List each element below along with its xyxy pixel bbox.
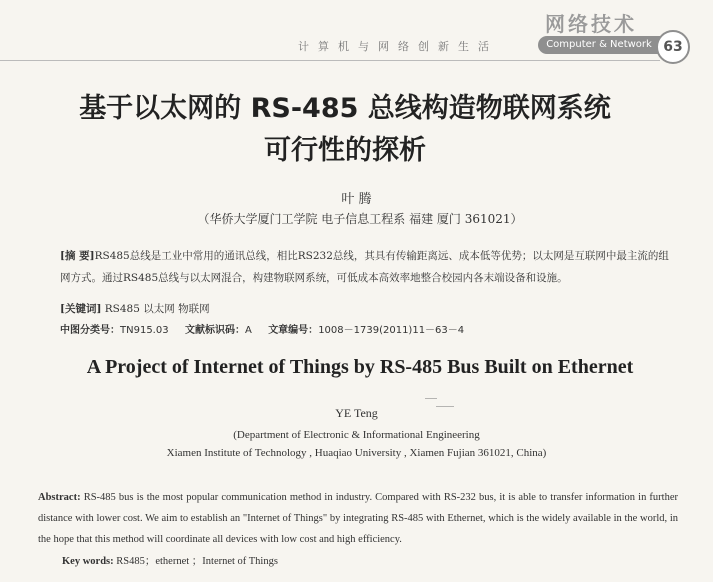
english-keywords bbox=[62, 553, 278, 568]
title-line-2: 可行性的探析 bbox=[264, 135, 426, 166]
section-tag: Computer & Network bbox=[538, 36, 660, 54]
english-abstract-label: Abstract: bbox=[38, 492, 81, 503]
english-affiliation-2: Xiamen Institute of Technology , Huaqiao University , Xiamen Fujian 361021, China) bbox=[166, 447, 547, 459]
abstract-zh-text: RS485总线是工业中常用的通讯总线，相比RS232总线，其具有传输距离远、成本低等优势；以太网是互联网中最主流的组网方式。通过RS485总线与以太网混合，构建物联网系统，可低成本高效率地整合校园内各末端设备和设施。 bbox=[60, 250, 669, 284]
english-keywords-label: Key words: bbox=[62, 556, 114, 567]
english-title: A Project of Internet of Things by RS-485 Bus Built on Ethernet bbox=[86, 356, 634, 378]
magazine-name: 计算机与网络创新生活 bbox=[298, 40, 498, 53]
scan-mark bbox=[425, 398, 437, 399]
keywords-zh-label: [关键词] bbox=[60, 303, 102, 315]
title-line-1: 基于以太网的 RS-485 总线构造物联网系统 bbox=[79, 93, 611, 124]
english-affiliation-1: (Department of Electronic & Informational Engineering bbox=[233, 429, 480, 441]
article-no-value: 1008－1739(2011)11－63－4 bbox=[318, 325, 465, 336]
author: 叶 腾 bbox=[341, 192, 372, 207]
header-rule bbox=[0, 60, 660, 61]
affiliation: （华侨大学厦门工学院 电子信息工程系 福建 厦门 361021） bbox=[197, 212, 523, 226]
english-abstract bbox=[38, 487, 678, 550]
english-keywords-text: RS485；ethernet ；Internet of Things bbox=[116, 556, 278, 567]
doc-code-value: A bbox=[244, 325, 252, 336]
page-number: 63 bbox=[656, 30, 690, 64]
doc-code-label: 文献标识码： bbox=[184, 325, 245, 336]
clc-label: 中图分类号： bbox=[60, 325, 120, 336]
section-title: 网络技术 bbox=[545, 12, 637, 36]
english-abstract-text: RS-485 bus is the most popular communication method in industry. Compared with RS-232 bus, it is able to transfer information in further distance with lower cost. We aim to establish an "Internet of Things" by integrating RS-485 with Ethernet, which is the widely available in the world, in the hope that this method will coordinate all devices with low cost and high efficiency. bbox=[38, 492, 679, 545]
keywords-zh-text: RS485 以太网 物联网 bbox=[104, 303, 210, 315]
article-title bbox=[20, 88, 670, 172]
article-no-label: 文章编号： bbox=[268, 325, 319, 336]
abstract-zh-label: [摘 要] bbox=[60, 250, 95, 262]
classification-line bbox=[60, 321, 464, 336]
abstract-zh bbox=[60, 245, 672, 289]
english-author: YE Teng bbox=[335, 406, 378, 420]
clc-value: TN915.03 bbox=[120, 325, 169, 336]
keywords-zh bbox=[60, 301, 210, 316]
